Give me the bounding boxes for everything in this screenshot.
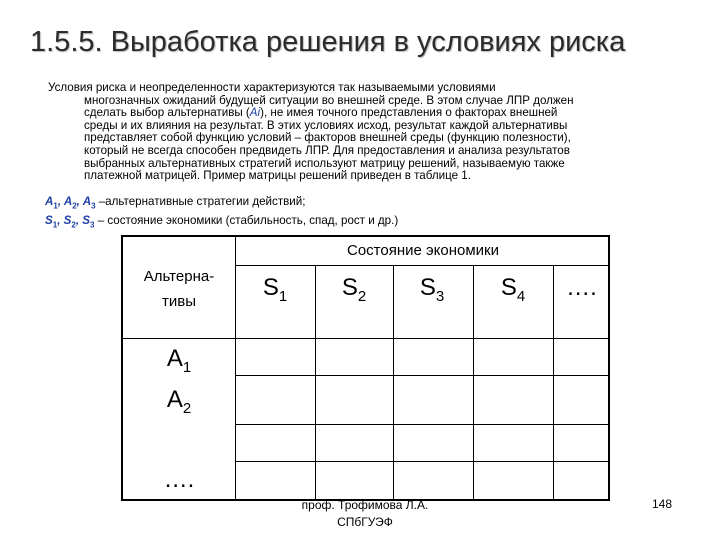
slide-title: 1.5.5. Выработка решения в условиях риска (30, 26, 626, 58)
table-divider (236, 461, 609, 462)
paragraph-line: многозначных ожиданий будущей ситуации во внешней среде. В этом случае ЛПР должен (84, 93, 574, 107)
paragraph-line: Условия риска и неопределенности характеризуются так называемыми условиями (48, 81, 496, 94)
paragraph-line: который не всегда способен предвидеть ЛПР. Для предоставления и анализа результатов (84, 143, 570, 157)
header-economy-state: Состояние экономики (347, 242, 499, 259)
table-divider (236, 375, 609, 376)
definition-states: $S_1$, $S_2$, $S_3$ – состояние экономики (стабильность, спад, рост и др.) (45, 214, 399, 230)
symbol-definitions (45, 194, 398, 233)
table-divider (122, 338, 609, 339)
column-header-s1: $S_1$ (262, 274, 288, 305)
paragraph-text: сделать выбор альтернативы ( (84, 106, 250, 120)
row-header-more: …. (163, 466, 195, 493)
header-alternatives: Альтерна- тивы (143, 268, 215, 310)
footer-author: проф. Трофимова Л.А. СПбГУЭФ (301, 498, 429, 529)
paragraph-text: ), не имея точного представления о факторах внешней (260, 106, 558, 120)
alternative-symbol: Ai (249, 106, 261, 120)
paragraph-line: выбранных альтернативных стратегий используют матрицу решений, называемую также (84, 156, 565, 170)
table-divider (236, 424, 609, 425)
paragraph-line: платежной матрицей. Пример матрицы решений приведен в таблице 1. (84, 169, 471, 183)
row-header-a2: $A_2$ (166, 386, 192, 417)
paragraph-line: представляет собой функцию условий – факторов внешней среды (функцию полезности), (84, 131, 571, 145)
column-header-more: …. (566, 274, 597, 301)
column-header-s4: $S_4$ (500, 274, 526, 305)
table-divider (236, 265, 609, 266)
page-number: 148 (652, 497, 673, 511)
paragraph-line: среды и их влияния на результат. В этих условиях исход, результат каждой альтернативы (84, 118, 568, 132)
description-paragraph (48, 82, 688, 183)
column-header-s2: $S_2$ (341, 274, 367, 305)
definition-alternatives: $A_1$, $A_2$, $A_3$ –альтернативные стратегии действий; (45, 195, 306, 211)
row-header-a1: $A_1$ (166, 345, 192, 376)
column-header-s3: $S_3$ (419, 274, 445, 305)
paragraph-line (48, 107, 688, 120)
